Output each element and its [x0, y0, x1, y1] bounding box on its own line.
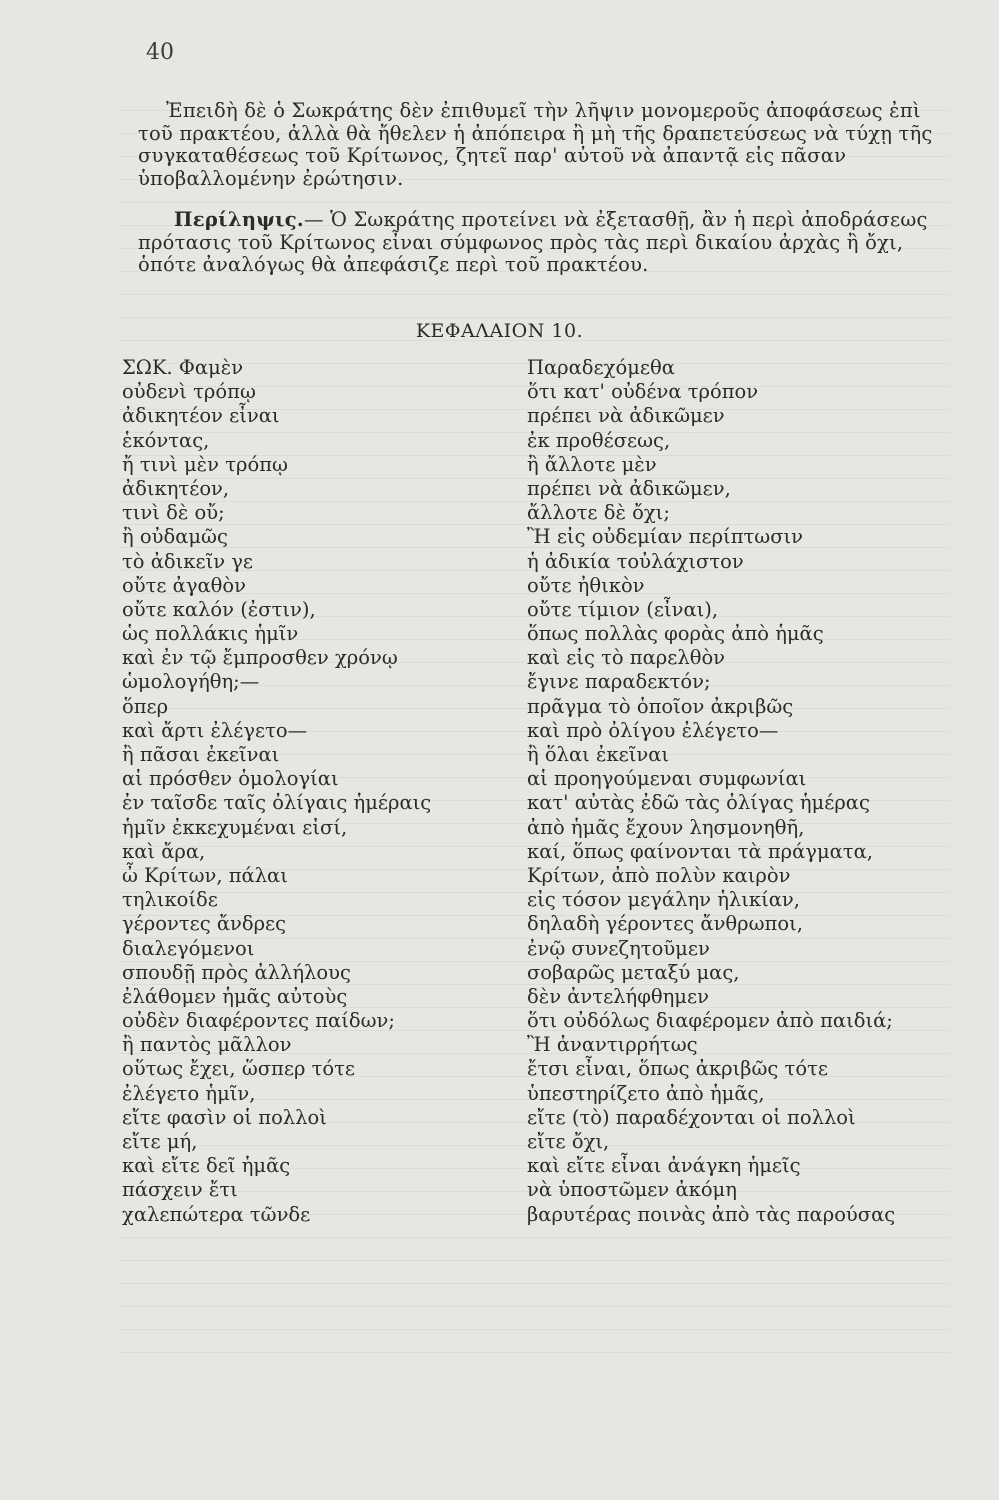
ancient-greek-line: οὕτως ἔχει, ὥσπερ τότε — [122, 1057, 356, 1081]
modern-greek-line: Ἢ εἰς οὐδεμίαν περίπτωσιν — [527, 525, 804, 549]
modern-greek-line: ἐνῷ συνεζητοῦμεν — [527, 936, 710, 960]
ancient-greek-line: οὔτε ἀγαθὸν — [122, 573, 247, 597]
modern-greek-line: ἄλλοτε δὲ ὄχι; — [527, 501, 670, 525]
modern-greek-line: ἢ ὅλαι ἐκεῖναι — [527, 743, 670, 766]
modern-greek-line: ἡ ἀδικία τοὐλάχιστον — [527, 549, 744, 573]
ancient-greek-line: ἑκόντας, — [122, 428, 210, 452]
modern-greek-line: οὔτε τίμιον (εἶναι), — [527, 597, 719, 621]
ancient-greek-line: ἡμῖν ἐκκεχυμέναι εἰσί, — [122, 815, 348, 839]
ancient-greek-line: ἀδικητέον εἶναι — [122, 404, 280, 428]
modern-greek-line: καὶ πρὸ ὀλίγου ἐλέγετο— — [527, 718, 779, 742]
ancient-greek-line: τὸ ἀδικεῖν γε — [122, 549, 254, 573]
ancient-greek-line: ὡμολογήθη;— — [122, 670, 260, 694]
ancient-greek-line: διαλεγόμενοι — [122, 936, 255, 960]
modern-greek-line: ἀπὸ ἡμᾶς ἔχουν λησμονηθῆ, — [527, 815, 805, 839]
modern-greek-line: εἰς τόσον μεγάλην ἡλικίαν, — [527, 888, 800, 912]
modern-greek-line: δὲν ἀντελήφθημεν — [527, 984, 709, 1008]
modern-greek-line: ἔγινε παραδεκτόν; — [527, 670, 711, 694]
modern-greek-line: ὅτι κατ' οὐδένα τρόπον — [527, 380, 759, 404]
summary-paragraph — [138, 209, 938, 277]
ancient-greek-line: ἤ τινὶ μὲν τρόπῳ — [122, 452, 288, 476]
modern-greek-line: πρέπει νὰ ἀδικῶμεν — [527, 404, 725, 428]
modern-greek-line: νὰ ὑποστῶμεν ἀκόμη — [527, 1178, 737, 1202]
ancient-greek-line: καὶ ἐν τῷ ἔμπροσθεν χρόνῳ — [122, 646, 398, 670]
modern-greek-line: δηλαδὴ γέροντες ἄνθρωποι, — [527, 912, 803, 936]
ancient-greek-line: καὶ εἴτε δεῖ ἡμᾶς — [122, 1154, 291, 1178]
ancient-greek-line: αἱ πρόσθεν ὁμολογίαι — [122, 767, 339, 791]
modern-greek-line: καὶ εἴτε εἶναι ἀνάγκη ἡμεῖς — [527, 1154, 801, 1178]
modern-greek-line: ἢ ἄλλοτε μὲν — [527, 452, 657, 476]
ancient-greek-line: καὶ ἄρτι ἐλέγετο— — [122, 718, 308, 742]
ancient-greek-line: ἐλέγετο ἡμῖν, — [122, 1081, 256, 1105]
ancient-greek-line: ΣΩΚ. Φαμὲν — [122, 356, 244, 379]
ancient-greek-line: ἢ οὐδαμῶς — [122, 525, 228, 549]
ancient-greek-line: ἢ παντὸς μᾶλλον — [122, 1033, 292, 1057]
modern-greek-line: Κρίτων, ἀπὸ πολὺν καιρὸν — [527, 863, 791, 887]
ancient-greek-line: ἐλάθομεν ἡμᾶς αὐτοὺς — [122, 984, 348, 1008]
modern-greek-line: Παραδεχόμεθα — [527, 356, 675, 379]
ancient-greek-line: τινὶ δὲ οὔ; — [122, 501, 225, 525]
ancient-greek-line: εἴτε φασὶν οἱ πολλοὶ — [122, 1105, 327, 1129]
ancient-greek-line: γέροντες ἄνδρες — [122, 912, 287, 936]
ancient-greek-line: τηλικοίδε — [122, 888, 218, 912]
ancient-greek-line: πάσχειν ἔτι — [122, 1178, 238, 1202]
modern-greek-line: καὶ εἰς τὸ παρελθὸν — [527, 646, 726, 670]
ancient-greek-line: ὦ Κρίτων, πάλαι — [122, 863, 288, 887]
modern-greek-line: πρέπει νὰ ἀδικῶμεν, — [527, 476, 731, 500]
ancient-greek-line: ἢ πᾶσαι ἐκεῖναι — [122, 743, 280, 766]
modern-greek-line: ἐκ προθέσεως, — [527, 428, 671, 452]
ancient-greek-line: ὡς πολλάκις ἡμῖν — [122, 622, 299, 646]
ancient-greek-line: σπουδῇ πρὸς ἀλλήλους — [122, 960, 351, 984]
summary-label: Περίληψις. — [174, 208, 304, 231]
ancient-greek-line: οὔτε καλόν (ἐστιν), — [122, 597, 316, 621]
modern-greek-line: ὅπως πολλὰς φορὰς ἀπὸ ἡμᾶς — [527, 622, 824, 646]
modern-greek-line: βαρυτέρας ποινὰς ἀπὸ τὰς παρούσας — [527, 1202, 896, 1226]
ancient-greek-line: ὅπερ — [122, 694, 169, 718]
ancient-greek-line: ἐν ταῖσδε ταῖς ὀλίγαις ἡμέραις — [122, 791, 432, 815]
modern-greek-line: καί, ὅπως φαίνονται τὰ πράγματα, — [527, 839, 873, 863]
ancient-greek-line: ἀδικητέον, — [122, 476, 230, 500]
modern-greek-column — [527, 356, 895, 1227]
modern-greek-line: εἴτε (τὸ) παραδέχονται οἱ πολλοὶ — [527, 1105, 856, 1129]
summary-text: — Ὁ Σωκράτης προτείνει νὰ ἐξετασθῇ, ἂν ἡ περὶ ἀποδράσεως πρότασις τοῦ Κρίτωνος εἶναι σύμφωνος πρὸς τὰς περὶ δικαίου ἀρχὰς ἢ ὄχι, ὁπότε ἀναλόγως θὰ ἀπεφάσιζε περὶ τοῦ πρακτέου. — [138, 208, 928, 276]
page-number: 40 — [146, 40, 174, 65]
modern-greek-line: ὑπεστηρίζετο ἀπὸ ἡμᾶς, — [527, 1081, 765, 1105]
modern-greek-line: ἔτσι εἶναι, ὅπως ἀκριβῶς τότε — [527, 1057, 828, 1081]
intro-paragraph: Ἐπειδὴ δὲ ὁ Σωκράτης δὲν ἐπιθυμεῖ τὴν λῆψιν μονομεροῦς ἀποφάσεως ἐπὶ τοῦ πρακτέου, ἀλλὰ θὰ ἤθελεν ἡ ἀπόπειρα ἢ μὴ τῆς δραπετεύσεως νὰ τύχῃ τῆς συγκαταθέσεως τοῦ Κρίτωνος, ζητεῖ παρ' αὐτοῦ νὰ ἀπαντᾷ εἰς πᾶσαν ὑποβαλλομένην ἐρώτησιν. — [138, 99, 933, 190]
modern-greek-line: οὔτε ἠθικὸν — [527, 573, 645, 597]
ancient-greek-line: χαλεπώτερα τῶνδε — [122, 1202, 311, 1226]
modern-greek-line: σοβαρῶς μεταξύ μας, — [527, 960, 740, 984]
modern-greek-line: αἱ προηγούμεναι συμφωνίαι — [527, 767, 807, 791]
modern-greek-line: εἴτε ὄχι, — [527, 1130, 610, 1153]
modern-greek-line: ὅτι οὐδόλως διαφέρομεν ἀπὸ παιδιά; — [527, 1009, 893, 1033]
modern-greek-line: πρᾶγμα τὸ ὁποῖον ἀκριβῶς — [527, 694, 794, 718]
ancient-greek-line: οὐδὲν διαφέροντες παίδων; — [122, 1009, 395, 1033]
ancient-greek-line: εἴτε μή, — [122, 1130, 198, 1153]
ancient-greek-line: οὐδενὶ τρόπῳ — [122, 380, 256, 404]
modern-greek-line: κατ' αὐτὰς ἐδῶ τὰς ὀλίγας ἡμέρας — [527, 791, 870, 815]
modern-greek-line: Ἢ ἀναντιρρήτως — [527, 1033, 698, 1057]
ancient-greek-line: καὶ ἄρα, — [122, 839, 206, 863]
chapter-heading: ΚΕΦΑΛΑΙΟΝ 10. — [415, 320, 584, 342]
ancient-greek-column — [122, 356, 431, 1227]
